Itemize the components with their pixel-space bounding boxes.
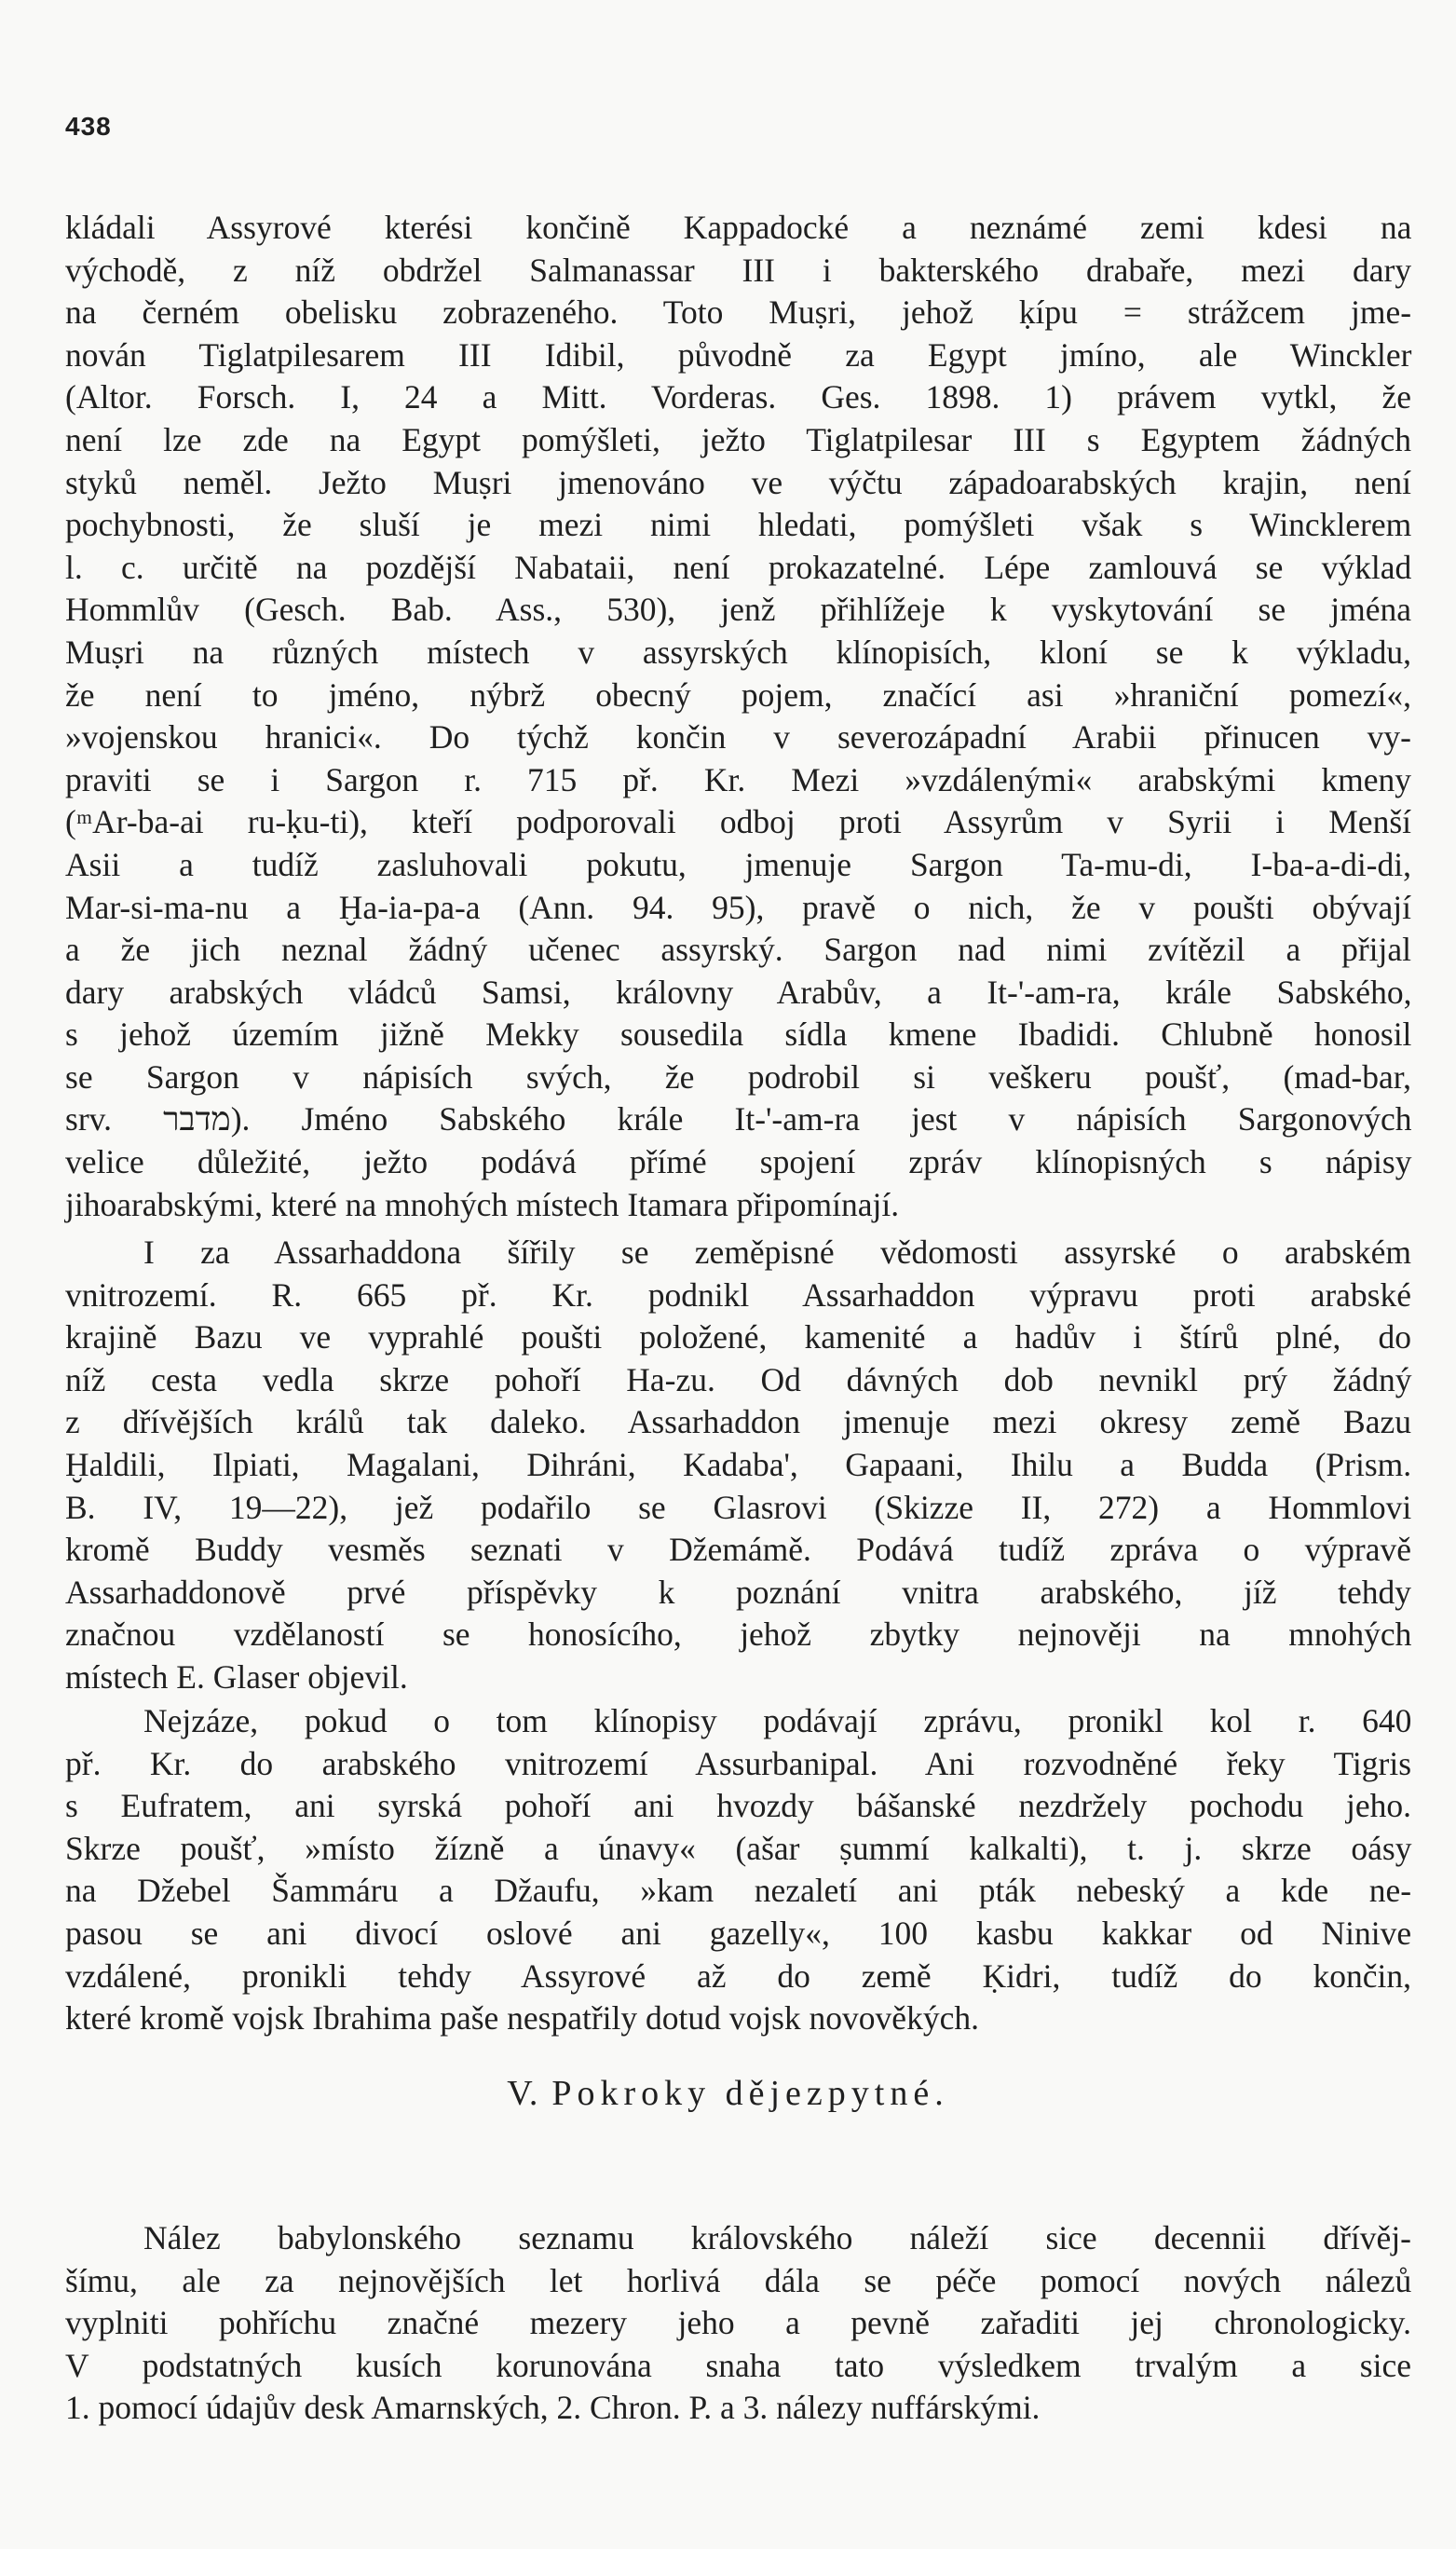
text-line: které kromě vojsk Ibrahima paše nespatřily dotud vojsk novověkých. bbox=[65, 1999, 979, 2038]
text-line: východě, z níž obdržel Salmanassar III i bakterského drabaře, mezi dary bbox=[65, 251, 1412, 289]
paragraph-3 bbox=[65, 1700, 1411, 2040]
text-line: pasou se ani divocí oslové ani gazelly«, 100 kasbu kakkar od Ninive bbox=[65, 1914, 1412, 1952]
text-line: praviti se i Sargon r. 715 př. Kr. Mezi »vzdálenými« arabskými kmeny bbox=[65, 760, 1412, 798]
section-heading bbox=[0, 2073, 1456, 2114]
text-line: (Altor. Forsch. I, 24 a Mitt. Vorderas. Ges. 1898. 1) právem vytkl, že bbox=[65, 378, 1411, 416]
text-line: není lze zde na Egypt pomýšleti, ježto Tiglatpilesar III s Egyptem žádných bbox=[65, 420, 1411, 458]
paragraph-body bbox=[65, 1232, 1411, 1699]
paragraph-4 bbox=[65, 2217, 1411, 2430]
text-line: l. c. určitě na pozdější Nabataii, není prokazatelné. Lépe zamlouvá se výklad bbox=[65, 548, 1412, 586]
text-line: 1. pomocí údajův desk Amarnských, 2. Chron. P. a 3. nálezy nuffárskými. bbox=[65, 2389, 1041, 2427]
text-line: dary arabských vládců Samsi, královny Arabův, a It-'-am-ra, krále Sabského, bbox=[65, 973, 1412, 1011]
text-line: s Eufratem, ani syrská pohoří ani hvozdy bášanské nezdržely pochodu jeho. bbox=[65, 1787, 1411, 1825]
text-line: místech E. Glaser objevil. bbox=[65, 1657, 408, 1696]
text-line: př. Kr. do arabského vnitrozemí Assurbanipal. Ani rozvodněné řeky Tigris bbox=[65, 1744, 1412, 1782]
text-line: níž cesta vedla skrze pohoří Ha-zu. Od dávných dob nevnikl prý žádný bbox=[65, 1360, 1412, 1398]
text-line: pochybnosti, že sluší je mezi nimi hledati, pomýšleti však s Wincklerem bbox=[65, 506, 1412, 544]
text-line: na černém obelisku zobrazeného. Toto Muṣri, jehož ḳípu = strážcem jme- bbox=[65, 293, 1412, 332]
text-line: kládali Assyrové kterési končině Kappadocké a neznámé zemi kdesi na bbox=[65, 209, 1412, 246]
text-line: nován Tiglatpilesarem III Idibil, původně za Egypt jmíno, ale Winckler bbox=[65, 335, 1412, 374]
paragraph-2 bbox=[65, 1232, 1411, 1699]
text-line: kromě Buddy vesměs seznati v Džemámě. Podává tudíž zpráva o výpravě bbox=[65, 1531, 1411, 1569]
text-line: značnou vzdělaností se honosícího, jehož zbytky nejnověji na mnohých bbox=[65, 1615, 1412, 1654]
text-line: I za Assarhaddona šířily se zeměpisné vědomosti assyrské o arabském bbox=[143, 1234, 1411, 1271]
text-line: velice důležité, ježto podává přímé spojení zpráv klínopisných s nápisy bbox=[65, 1143, 1412, 1181]
text-line: na Džebel Šammáru a Džaufu, »kam nezaletí ani pták nebeský a kde ne- bbox=[65, 1872, 1412, 1910]
text-line: (ᵐAr-ba-ai ru-ḳu-ti), kteří podporovali odboj proti Assyrům v Syrii i Menší bbox=[65, 803, 1411, 841]
text-line: Ḫaldili, Ilpiati, Magalani, Dihráni, Kadaba', Gapaani, Ihilu a Budda (Prism. bbox=[65, 1445, 1412, 1483]
text-line: styků neměl. Ježto Muṣri jmenováno ve výčtu západoarabských krajin, není bbox=[65, 463, 1411, 501]
text-line: B. IV, 19—22), jež podařilo se Glasrovi (Skizze II, 272) a Hommlovi bbox=[65, 1488, 1412, 1526]
section-number: V. bbox=[507, 2074, 539, 2113]
text-line: s jehož územím jižně Mekky sousedila sídla kmene Ibadidi. Chlubně honosil bbox=[65, 1016, 1412, 1054]
text-line: šímu, ale za nejnovějších let horlivá dála se péče pomocí nových nálezů bbox=[65, 2261, 1412, 2299]
text-line: »vojenskou hranici«. Do týchž končin v severozápadní Arabii přinucen vy- bbox=[65, 718, 1411, 757]
text-line: krajině Bazu ve vyprahlé poušti položené, kamenité a hadův i štírů plné, do bbox=[65, 1318, 1411, 1356]
text-line: Assarhaddonově prvé příspěvky k poznání vnitra arabského, jíž tehdy bbox=[65, 1573, 1411, 1611]
text-line: že není to jméno, nýbrž obecný pojem, značící asi »hraniční pomezí«, bbox=[65, 675, 1411, 714]
paragraph-body bbox=[65, 1700, 1411, 2040]
text-line: Muṣri na různých místech v assyrských klínopisích, kloní se k výkladu, bbox=[65, 633, 1411, 671]
text-line: vzdálené, pronikli tehdy Assyrové až do země Ḳidri, tudíž do končin, bbox=[65, 1956, 1411, 1995]
text-line: a že jich neznal žádný učenec assyrský. Sargon nad nimi zvítězil a přijal bbox=[65, 931, 1411, 969]
text-line: V podstatných kusích korunována snaha tato výsledkem trvalým a sice bbox=[65, 2346, 1411, 2384]
text-line: jihoarabskými, které na mnohých místech Itamara připomínají. bbox=[65, 1185, 900, 1223]
text-line: vnitrozemí. R. 665 př. Kr. podnikl Assarhaddon výpravu proti arabské bbox=[65, 1275, 1411, 1314]
page-number: 438 bbox=[65, 112, 112, 141]
text-line: Hommlův (Gesch. Bab. Ass., 530), jenž přihlížeje k vyskytování se jména bbox=[65, 591, 1411, 629]
text-line: se Sargon v nápisích svých, že podrobil si veškeru poušť, (mad-bar, bbox=[65, 1057, 1411, 1096]
text-line: Mar-si-ma-nu a Ḫa-ia-pa-a (Ann. 94. 95), pravě o nich, že v poušti obývají bbox=[65, 888, 1411, 926]
text-line: Nejzáze, pokud o tom klínopisy podávají zprávu, pronikl kol r. 640 bbox=[143, 1702, 1412, 1739]
text-line: vyplniti pohříchu značné mezery jeho a pevně zařaditi jej chronologicky. bbox=[65, 2304, 1411, 2342]
text-line: Nález babylonského seznamu královského náleží sice decennii dřívěj- bbox=[143, 2219, 1411, 2256]
text-line: z dřívějších králů tak daleko. Assarhaddon jmenuje mezi okresy země Bazu bbox=[65, 1403, 1411, 1441]
paragraph-body bbox=[65, 207, 1411, 1226]
section-title: Pokroky dějezpytné. bbox=[551, 2074, 949, 2113]
text-line: Asii a tudíž zasluhovali pokutu, jmenuje Sargon Ta-mu-di, I-ba-a-di-di, bbox=[65, 845, 1411, 883]
text-line: Skrze poušť, »místo žízně a únavy« (ašar ṣummí kalkalti), t. j. skrze oásy bbox=[65, 1829, 1412, 1867]
paragraph-1 bbox=[65, 207, 1411, 1226]
text-line: srv. מדבר). Jméno Sabského krále It-'-am-ra jest v nápisích Sargonových bbox=[65, 1100, 1412, 1138]
paragraph-body bbox=[65, 2217, 1411, 2430]
